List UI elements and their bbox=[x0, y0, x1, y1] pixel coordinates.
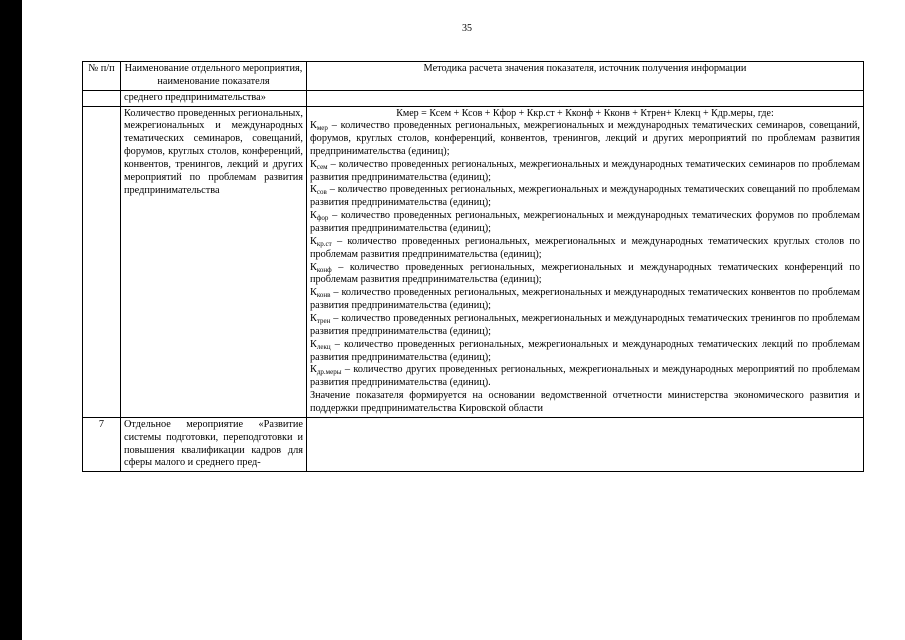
definition-item bbox=[310, 184, 860, 210]
definition-subscript: конф bbox=[316, 265, 332, 274]
definition-symbol: К bbox=[310, 158, 317, 170]
cell-num bbox=[83, 90, 121, 106]
definition-item bbox=[310, 262, 860, 288]
header-method: Методика расчета значения показателя, источник получения информации bbox=[307, 62, 864, 91]
cell-method bbox=[307, 106, 864, 417]
definition-symbol: К bbox=[310, 120, 317, 132]
left-scan-edge bbox=[0, 0, 22, 640]
definition-text: – количество других проведенных региональных, межрегиональных и международных мероприятий по проблемам развития предпринимательства (единиц). bbox=[310, 364, 860, 389]
definition-text: – количество проведенных региональных, межрегиональных и международных тематических совещаний по проблемам развития предпринимательства (единиц); bbox=[310, 184, 860, 209]
definition-symbol: К bbox=[310, 364, 317, 376]
table-header-row bbox=[83, 62, 864, 91]
definition-symbol: К bbox=[310, 235, 317, 247]
definition-text: – количество проведенных региональных, межрегиональных и международных тематических тренингов по проблемам развития предпринимательства (единиц); bbox=[310, 312, 860, 337]
cell-method bbox=[307, 417, 864, 471]
definition-text: – количество проведенных региональных, межрегиональных и международных тематических конференций по проблемам развития предпринимательства (единиц); bbox=[310, 261, 860, 286]
formula: Кмер = Ксем + Ксов + Кфор + Ккр.ст + Кконф + Кконв + Ктрен+ Клекц + Кдр.меры, где: bbox=[396, 107, 774, 119]
definition-item bbox=[310, 364, 860, 390]
cell-name: Отдельное мероприятие «Развитие системы подготовки, переподготовки и повышения квалификации кадров для сферы малого и среднего пред- bbox=[121, 417, 307, 471]
definition-item bbox=[310, 210, 860, 236]
definition-text: – количество проведенных региональных, межрегиональных и международных тематических конвентов по проблемам развития предпринимательства (единиц); bbox=[310, 287, 860, 312]
page-number: 35 bbox=[462, 23, 472, 34]
definition-subscript: фор bbox=[316, 214, 329, 223]
definition-text: – количество проведенных региональных, межрегиональных и международных тематических семинаров, совещаний, форумов, круглых столов, конференций, конвентов, тренингов, лекций и других мероприятий по проблемам развития предпринимательства (единиц); bbox=[310, 120, 860, 157]
definition-subscript: трен bbox=[316, 316, 331, 325]
definition-subscript: сов bbox=[316, 188, 327, 197]
table-row-indicator bbox=[83, 106, 864, 417]
cell-num bbox=[83, 106, 121, 417]
definition-symbol: К bbox=[310, 338, 317, 350]
methodology-table bbox=[82, 61, 864, 472]
definition-symbol: К bbox=[310, 287, 317, 299]
definition-text: – количество проведенных региональных, межрегиональных и международных тематических семинаров по проблемам развития предпринимательства (единиц); bbox=[310, 158, 860, 183]
header-name: Наименование отдельного мероприятия, наименование показателя bbox=[121, 62, 307, 91]
definition-symbol: К bbox=[310, 261, 317, 273]
definition-item bbox=[310, 287, 860, 313]
table-row-7 bbox=[83, 417, 864, 471]
definition-item bbox=[310, 236, 860, 262]
definition-subscript: конв bbox=[316, 291, 331, 300]
data-source: Значение показателя формируется на основании ведомственной отчетности министерства экономического развития и поддержки предпринимательства Кировской области bbox=[310, 390, 860, 414]
definition-symbol: К bbox=[310, 210, 317, 222]
table-row-continuation bbox=[83, 90, 864, 106]
definition-item bbox=[310, 159, 860, 185]
definition-item bbox=[310, 313, 860, 339]
definition-text: – количество проведенных региональных, межрегиональных и международных тематических круглых столов по проблемам развития предпринимательства (единиц); bbox=[310, 235, 860, 260]
definition-symbol: К bbox=[310, 312, 317, 324]
cell-name: Количество проведенных региональных, межрегиональных и международных тематических семинаров, совещаний, форумов, круглых столов, конференций, конвентов, тренингов, лекций и других мероприятий по проблемам развития предпринимательства bbox=[121, 106, 307, 417]
header-num: № п/п bbox=[83, 62, 121, 91]
definition-text: – количество проведенных региональных, межрегиональных и международных тематических форумов по проблемам развития предпринимательства (единиц); bbox=[310, 210, 860, 234]
definition-subscript: сем bbox=[316, 162, 328, 171]
definition-item bbox=[310, 339, 860, 365]
cell-num: 7 bbox=[83, 417, 121, 471]
definition-item bbox=[310, 120, 860, 159]
definition-subscript: др.меры bbox=[316, 368, 342, 377]
definition-text: – количество проведенных региональных, межрегиональных и международных тематических лекций по проблемам развития предпринимательства (единиц); bbox=[310, 338, 860, 363]
definition-subscript: лекц bbox=[316, 342, 331, 351]
cell-method bbox=[307, 90, 864, 106]
definition-subscript: кр.ст bbox=[316, 239, 332, 248]
definitions-list bbox=[310, 120, 860, 390]
definition-symbol: К bbox=[310, 184, 317, 196]
definition-subscript: мер bbox=[316, 124, 328, 133]
cell-name: среднего предпринимательства» bbox=[121, 90, 307, 106]
